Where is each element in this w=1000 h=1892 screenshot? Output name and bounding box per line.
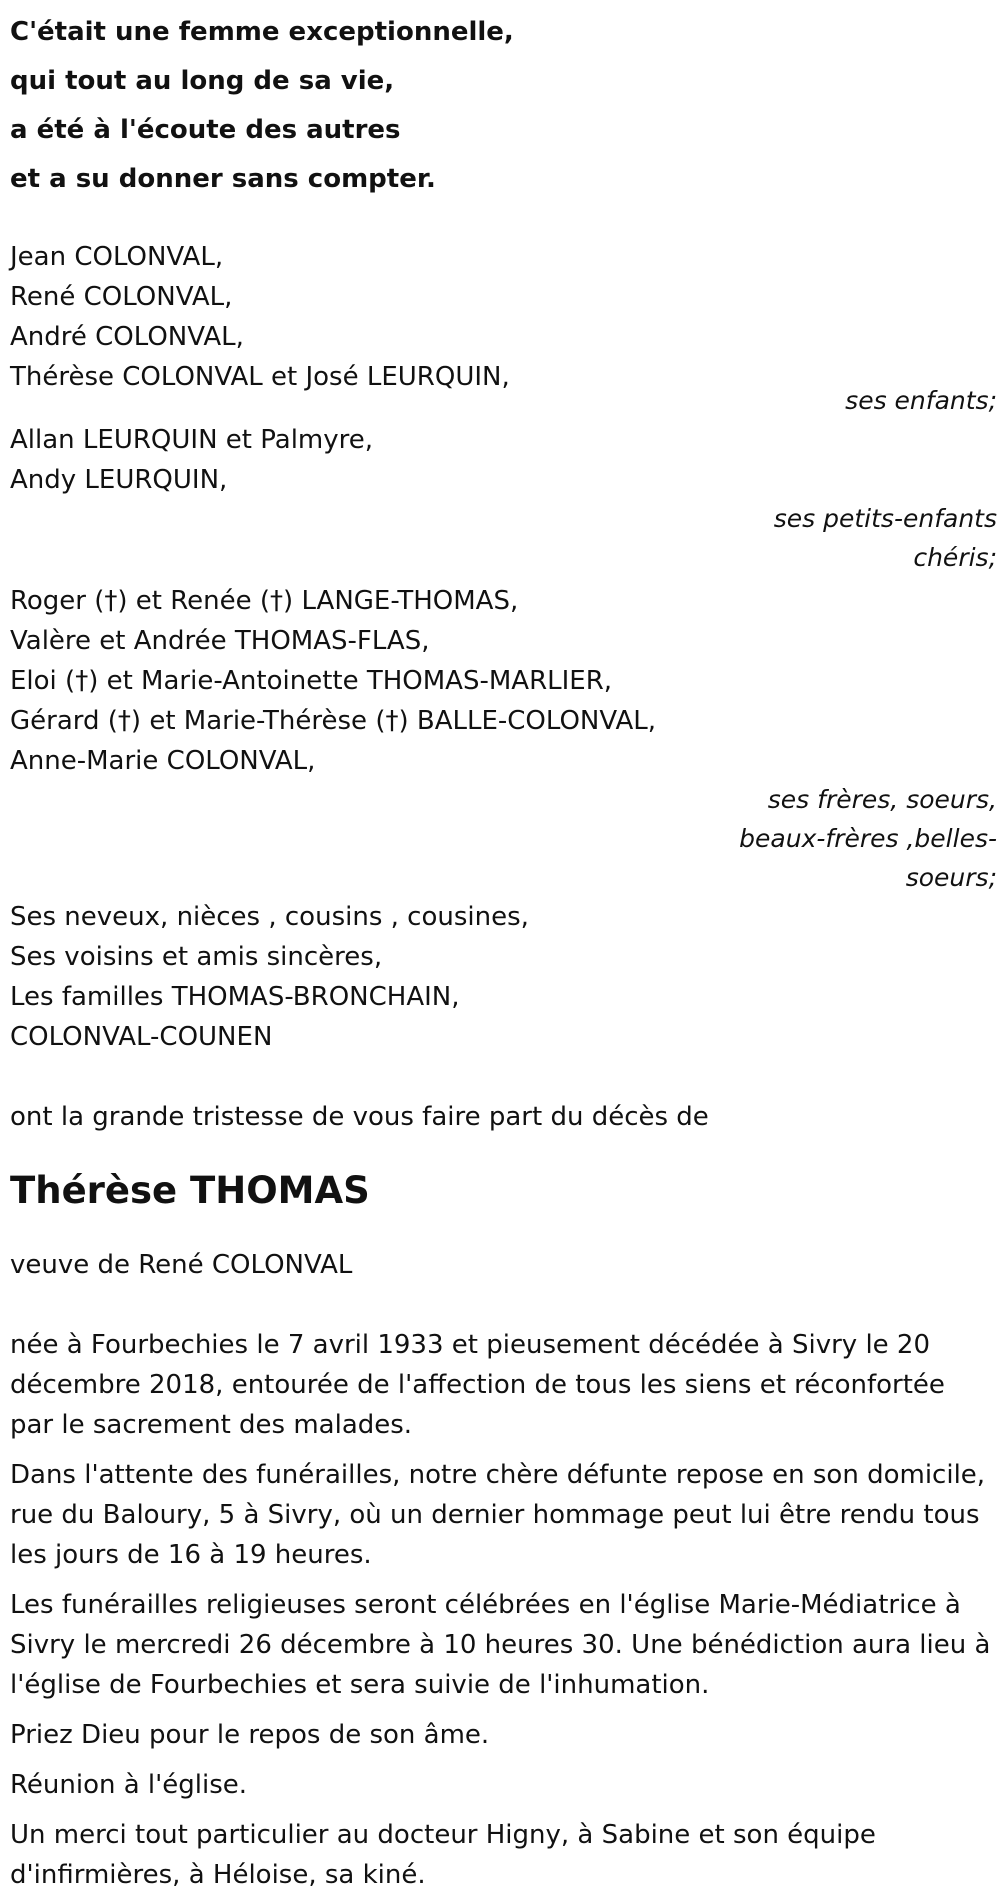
visitation-paragraph: Dans l'attente des funérailles, notre chère défunte repose en son domicile, rue du Baloury, 5 à Sivry, où un dernier hommage peut lui être rendu tous les jours de 16 à 19 heures. <box>10 1460 986 1570</box>
family-name-line: Roger (†) et Renée (†) LANGE-THOMAS, <box>10 586 519 616</box>
quote-line: qui tout au long de sa vie, <box>10 66 395 96</box>
prayer-paragraph: Priez Dieu pour le repos de son âme. <box>10 1720 490 1750</box>
quote-line: C'était une femme exceptionnelle, <box>10 17 514 47</box>
grandchildren-relation <box>10 499 997 577</box>
relation-line: ses enfants; <box>845 386 997 415</box>
grandchildren-block <box>10 420 997 577</box>
family-name-line: Andy LEURQUIN, <box>10 465 228 495</box>
opening-quote <box>10 8 990 204</box>
reunion-paragraph: Réunion à l'église. <box>10 1770 248 1800</box>
others-block <box>10 897 990 1057</box>
birth-death-paragraph: née à Fourbechies le 7 avril 1933 et pieusement décédée à Sivry le 20 décembre 2018, entourée de l'affection de tous les siens et réconfortée par le sacrement des malades. <box>10 1330 945 1440</box>
quote-line: a été à l'écoute des autres <box>10 115 401 145</box>
relation-line: ses petits-enfants <box>773 504 997 533</box>
family-name-line: Allan LEURQUIN et Palmyre, <box>10 425 374 455</box>
announcement-text: ont la grande tristesse de vous faire part du décès de <box>10 1102 709 1132</box>
relation-line: chéris; <box>913 543 997 572</box>
family-name-line: COLONVAL-COUNEN <box>10 1022 273 1052</box>
family-name-line: Ses voisins et amis sincères, <box>10 942 383 972</box>
relation-line: ses frères, soeurs, <box>767 785 997 814</box>
deceased-name: Thérèse THOMAS <box>10 1169 370 1212</box>
funeral-paragraph: Les funérailles religieuses seront célébrées en l'église Marie-Médiatrice à Sivry le mercredi 26 décembre à 10 heures 30. Une bénédiction aura lieu à l'église de Fourbechies et sera suivie de l'inhumation. <box>10 1590 991 1700</box>
siblings-relation <box>10 780 997 897</box>
family-name-line: Jean COLONVAL, <box>10 242 224 272</box>
family-name-line: Les familles THOMAS-BRONCHAIN, <box>10 982 460 1012</box>
siblings-block <box>10 581 997 897</box>
family-name-line: Gérard (†) et Marie-Thérèse (†) BALLE-COLONVAL, <box>10 706 657 736</box>
widow-of-text: veuve de René COLONVAL <box>10 1250 353 1280</box>
quote-line: et a su donner sans compter. <box>10 164 436 194</box>
family-name-line: Anne-Marie COLONVAL, <box>10 746 316 776</box>
relation-line: beaux-frères ,belles- <box>739 824 997 853</box>
family-name-line: Ses neveux, nièces , cousins , cousines, <box>10 902 529 932</box>
relation-line: soeurs; <box>905 863 997 892</box>
children-block <box>10 237 997 420</box>
thanks-paragraph: Un merci tout particulier au docteur Higny, à Sabine et son équipe d'infirmières, à Héloise, sa kiné. <box>10 1820 876 1890</box>
family-name-line: René COLONVAL, <box>10 282 233 312</box>
family-name-line: Eloi (†) et Marie-Antoinette THOMAS-MARLIER, <box>10 666 613 696</box>
family-name-line: André COLONVAL, <box>10 322 244 352</box>
family-name-line: Thérèse COLONVAL et José LEURQUIN, <box>10 362 510 392</box>
family-name-line: Valère et Andrée THOMAS-FLAS, <box>10 626 430 656</box>
